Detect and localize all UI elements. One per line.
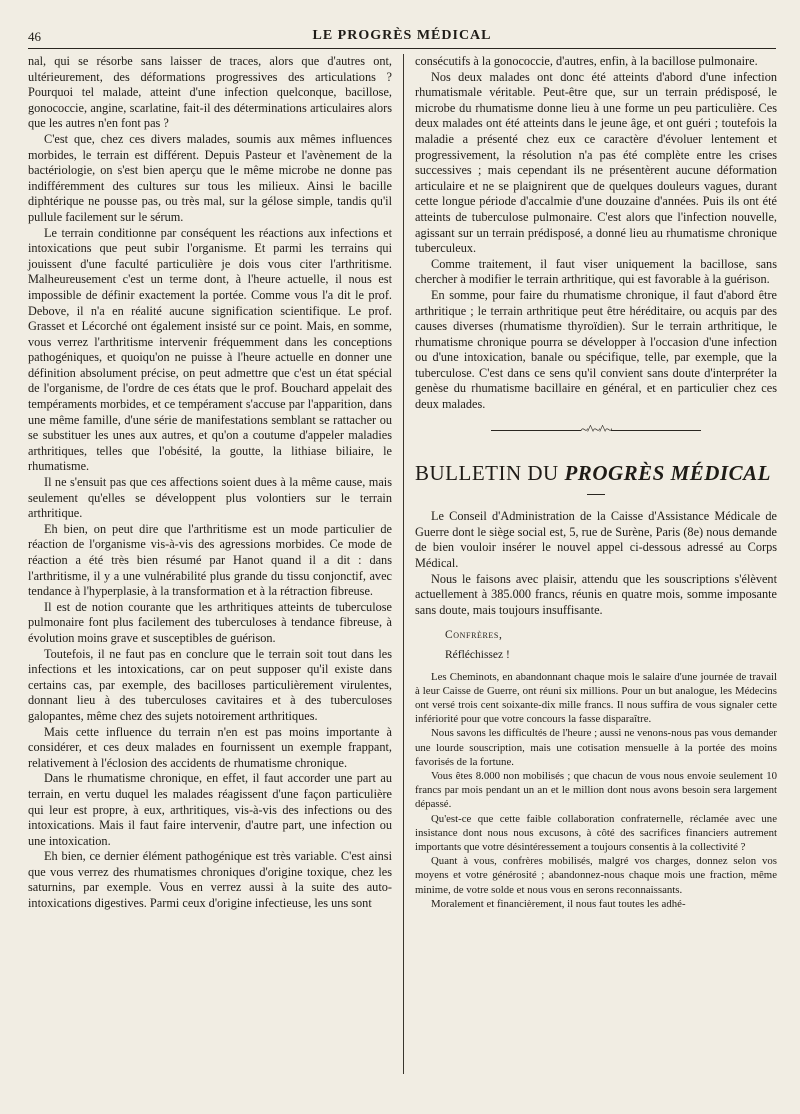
page-header: [28, 26, 776, 49]
bulletin-paragraph: Nous le faisons avec plaisir, attendu que les souscriptions s'élèvent actuellement à 385.000 francs, réunis en quatre mois, somme imposante sans doute, mais toujours insuffisante.: [415, 571, 777, 617]
salutation: Confrères,: [445, 629, 503, 642]
paragraph: Le terrain conditionne par conséquent les réactions aux infections et intoxications que peut subir l'organisme. Et parmi les terrains qui jouissent d'une faculté particulière je dois vous citer l'arthritisme. Malheureusement c'est un terme dont, à l'heure actuelle, il nous est impossible de définir exactement la portée. Comme vous l'a dit le prof. Debove, il n'a en réalité aucune signification scientifique. Le prof. Grasset et Lécorché ont également insisté sur ce point. Mais, en somme, vous verrez l'arthritisme intervenir fréquemment dans les conceptions pathogéniques, et quoiqu'on ne puisse à l'heure actuelle en donner une définition absolument précise, on peut admettre que c'est un état spécial de l'organisme, de l'ordre de ces états que le prof. Bouchard appelait des tempéraments morbides, et ce tempérament s'accuse par l'apparition, dans une même famille, d'une série de manifestations semblant se rattacher ou se substituer les unes aux autres, et qu'on a coutume d'appeler maladies arthritiques, telles que l'obésité, la goutte, la lithiase biliaire, le rhumatisme.: [28, 225, 392, 474]
appeal-paragraph: Moralement et financièrement, il nous faut toutes les adhé-: [431, 897, 686, 910]
appeal-paragraph: Quant à vous, confrères mobilisés, malgré vos charges, donnez selon vos moyens et votre générosité ; abandonnez-nous chaque mois une fraction, même minime, de votre solde et nous vous en serons reconnaissants.: [415, 855, 777, 896]
paragraph: Dans le rhumatisme chronique, en effet, il faut accorder une part au terrain, en vertu duquel les malades réagissent d'une façon particulière qui leur est propre, à eux, arthritiques, vis-à-vis des infections ou des intoxications. Mais il faut faire intervenir, d'autre part, une infection ou une intoxication.: [28, 771, 392, 848]
appeal-paragraph: Vous êtes 8.000 non mobilisés ; que chacun de vous nous envoie seulement 10 francs par mois pendant un an et le million dont nous avons besoin sera largement dépassé.: [415, 770, 777, 811]
column-divider: [403, 54, 404, 1074]
paragraph: Eh bien, on peut dire que l'arthritisme est un mode particulier de réaction de l'organisme vis-à-vis des agressions morbides. Ce mode de réaction a été très bien résumé par Hanot quand il a dit : dans l'arthritisme, il y a une vulnérabilité plus grande du tissu conjonctif, avec tendance à l'hyperplasie, à la transformation et à la rétraction fibreuse.: [28, 521, 392, 599]
appeal-paragraph: Qu'est-ce que cette faible collaboration confraternelle, réclamée avec une insistance dont nous nous excusons, à côté des sacrifices financiers autrement importants que votre désintéressement a toujours consentis à la collectivité ?: [415, 812, 777, 854]
journal-title: LE PROGRÈS MÉDICAL: [312, 28, 492, 43]
left-column: [28, 54, 392, 912]
appeal-paragraph: Nous savons les difficultés de l'heure ; aussi ne venons-nous pas vous demander une lourde souscription, mais une cotisation mensuelle à la portée des moins favorisés de la fortune.: [415, 727, 777, 768]
paragraph: C'est que, chez ces divers malades, soumis aux mêmes influences morbides, le terrain est différent. Depuis Pasteur et l'avènement de la bactériologie, on s'est bien aperçu que le même microbe ne donne pas indifféremment des cultures sur tous les milieux. Ainsi le bacille diphtérique ne pousse pas, ou très mal, sur la gélose simple, tandis qu'il pullule facilement sur le sérum.: [28, 131, 392, 224]
bulletin-title: BULLETIN DU PROGRÈS MÉDICAL: [415, 461, 771, 486]
section-ornament: ~^~^~: [415, 423, 777, 439]
paragraph: Il est de notion courante que les arthritiques atteints de tuberculose pulmonaire font plus facilement des tuberculoses à tendance fibreuse, à évolution moins grave et susceptibles de guérison.: [28, 599, 392, 645]
bulletin-paragraph: Le Conseil d'Administration de la Caisse d'Assistance Médicale de Guerre dont le siège social est, 5, rue de Surène, Paris (8e) nous demande de bien vouloir insérer le nouvel appel ci-dessous adressé au Corps Médical.: [415, 509, 777, 571]
paragraph: Il ne s'ensuit pas que ces affections soient dues à la même cause, mais seulement qu'elles se développent plus volontiers sur le terrain arthritique.: [28, 475, 392, 521]
paragraph: Toutefois, il ne faut pas en conclure que le terrain soit tout dans les infections et les intoxications, car on peut supposer qu'il existe dans certains cas, par exemple, des bacilloses particulièrement virulentes, donnant lieu à des tuberculoses cavitaires et à des tuberculoses galopantes, même chez des sujets notoirement arthritiques.: [28, 646, 392, 723]
page-number: 46: [28, 29, 41, 44]
paragraph: Comme traitement, il faut viser uniquement la bacillose, sans chercher à modifier le terrain arthritique, qui est favorable à la guérison.: [415, 256, 777, 287]
title-rule: [587, 494, 605, 495]
appeal-paragraph: Les Cheminots, en abandonnant chaque mois le salaire d'une journée de travail à leur Caisse de Guerre, ont réuni six millions. Pour un but analogue, les Médecins ont versé trois cent soixante-dix mille francs. Il nous suffira de vous signaler cette infériorité pour que votre concours la fasse disparaître.: [415, 670, 777, 726]
paragraph: Mais cette influence du terrain n'en est pas moins importante à considérer, et ces deux malades en fournissent un exemple frappant, relativement à l'éclosion des accidents de rhumatisme chronique.: [28, 724, 392, 770]
right-column: [415, 54, 777, 911]
paragraph: Eh bien, ce dernier élément pathogénique est très variable. C'est ainsi que vous verrez des rhumatismes chroniques d'origine toxique, chez les saturnins, par exemple. Vous en verrez aussi à la suite des auto-intoxications digestives. Parmi ceux d'origine infectieuse, les uns sont: [28, 849, 392, 911]
paragraph: consécutifs à la gonococcie, d'autres, enfin, à la bacillose pulmonaire.: [415, 54, 758, 68]
paragraph: Nos deux malades ont donc été atteints d'abord d'une infection rhumatismale véritable. Peut-être que, sur un terrain prédisposé, le microbe du rhumatisme donne lieu à une forme un peu particulière. Ces deux malades ont été atteints dans le jeune âge, et ont guéri ; toutefois la maladie a présenté chez eux ce caractère d'évoluer lentement et progressivement, la résolution n'a pas été complète entre les crises successives ; mais cependant ils ne présentèrent aucune déformation articulaire et ne se plaignirent que de quelques douleurs vagues, durant cette longue période d'accalmie d'une douzaine d'années. Puis ils ont été atteints de tuberculose pulmonaire. C'est alors que l'infection nouvelle, agissant sur un terrain prédisposé, a donné lieu au rhumatisme chronique tuberculeux.: [415, 69, 777, 256]
paragraph: En somme, pour faire du rhumatisme chronique, il faut d'abord être arthritique ; le terrain arthritique peut être héréditaire, ou acquis par des causes diverses (rhumatisme thyroïdien). Sur le terrain arthritique, le rhumatisme chronique pourra se développer à l'occasion d'une infection ou d'une intoxication, banale ou spécifique, telle, par exemple, que la tuberculose. C'est dans ce sens qu'il convient sans doute d'interpréter la genèse du rhumatisme bacillaire en général, et en particulier chez ces deux malades.: [415, 287, 777, 412]
appeal-exclamation: Réfléchissez !: [445, 649, 510, 661]
paragraph: nal, qui se résorbe sans laisser de traces, alors que d'autres ont, ultérieurement, des déformations progressives des articulations ? Pourquoi tel malade, atteint d'une infection quelconque, bacillose, gonococcie, angine, scarlatine, fait-il des déterminations articulaires alors que les autres n'en font pas ?: [28, 54, 392, 131]
